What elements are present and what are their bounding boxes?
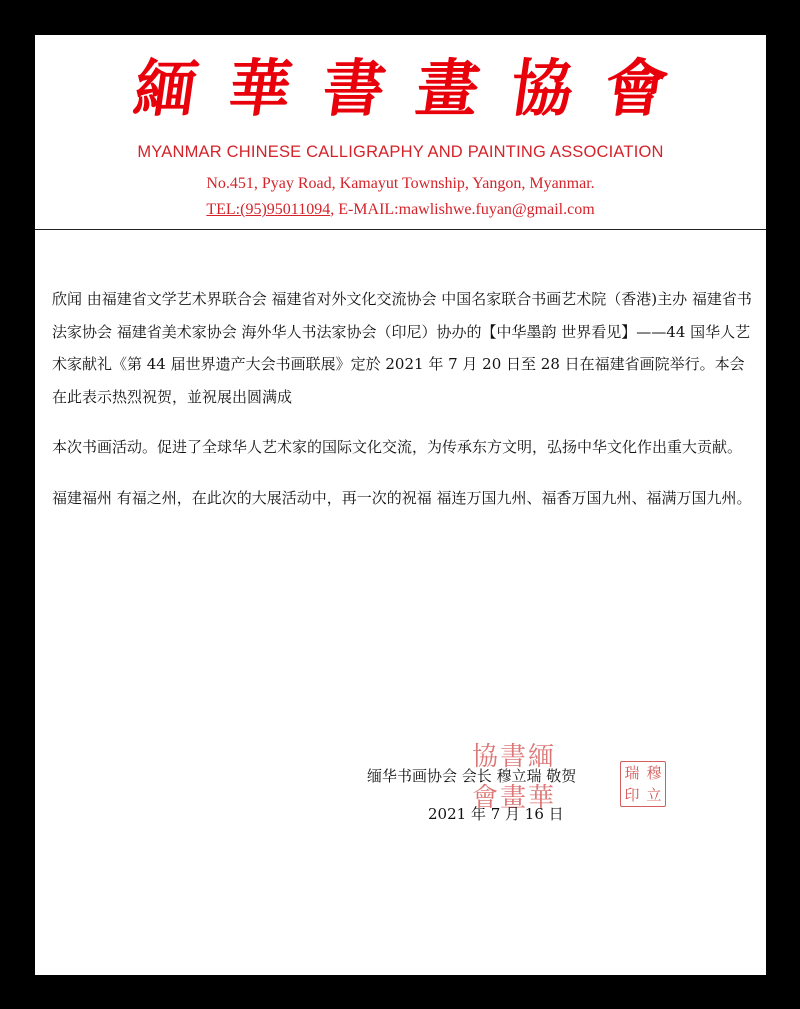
personal-seal-icon <box>620 761 666 807</box>
seal-char: 瑞 <box>624 764 640 782</box>
seal-char: 華 <box>527 783 554 813</box>
logo-char: 會 <box>599 52 672 125</box>
logo-char: 書 <box>317 52 390 125</box>
header-divider <box>35 229 766 230</box>
seal-char: 書 <box>499 742 526 772</box>
paragraph: 本次书画活动。促进了全球华人艺术家的国际文化交流，为传承东方文明，弘扬中华文化作出重大贡献。 <box>52 438 743 456</box>
logo-char: 華 <box>223 52 296 125</box>
organization-name: MYANMAR CHINESE CALLIGRAPHY AND PAINTING ASSOCIATION <box>137 143 664 161</box>
letter-body <box>52 283 752 531</box>
logo-char: 緬 <box>129 52 202 125</box>
paragraph: 福建福州 有福之州，在此次的大展活动中，再一次的祝福 福连万国九州、福香万国九州、福满万国九州。 <box>52 489 752 507</box>
seal-char: 穆 <box>646 764 662 782</box>
address-line: No.451, Pyay Road, Kamayut Township, Yangon, Myanmar. <box>206 175 595 192</box>
letterhead <box>35 35 766 230</box>
logo-calligraphy <box>35 49 766 129</box>
telephone-link[interactable]: TEL:(95)95011094 <box>206 201 331 218</box>
seal-char: 畫 <box>499 783 526 813</box>
seal-char: 立 <box>646 786 662 804</box>
contact-line <box>35 201 766 219</box>
paragraph: 欣闻 由福建省文学艺术界联合会 福建省对外文化交流协会 中国名家联合书画艺术院（香港)主办 福建省书法家协会 福建省美术家协会 海外华人书法家协会（印尼）协办的【中华墨韵 世界看见】——44 国华人艺术家献礼《第 44 届世界遗产大会书画联展》定於 2021 年 7 月 20 日至 28 日在福建省画院举行。本会在此表示热烈祝贺，並祝展出圆满成 <box>52 290 752 406</box>
seal-char: 印 <box>624 786 640 804</box>
seal-char: 緬 <box>527 742 554 772</box>
logo-char: 協 <box>505 52 578 125</box>
seal-char: 會 <box>471 783 498 813</box>
signature-line: 缅华书画协会 会长 穆立瑞 敬贺 <box>367 767 577 785</box>
letter-page <box>35 35 766 975</box>
signature-date: 2021 年 7 月 16 日 <box>428 805 564 823</box>
seal-char: 協 <box>471 742 498 772</box>
email-text: , E-MAIL:mawlishwe.fuyan@gmail.com <box>330 201 595 218</box>
logo-char: 畫 <box>411 52 484 125</box>
